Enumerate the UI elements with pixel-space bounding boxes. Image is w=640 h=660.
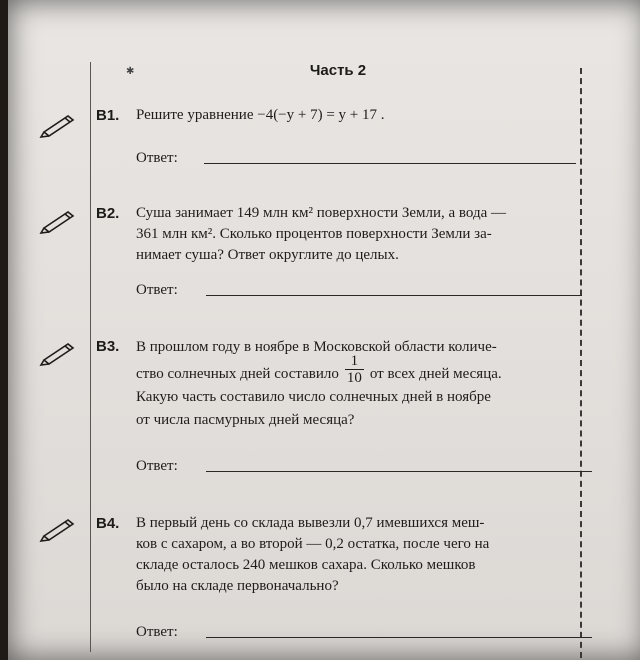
left-margin-line <box>90 62 91 652</box>
stray-mark: ✱ <box>126 66 135 77</box>
fraction <box>345 353 364 386</box>
task-b3-text-before: ство солнечных дней составило <box>136 366 339 382</box>
task-b2-line: нимает суша? Ответ округлите до целых. <box>136 247 399 263</box>
pencil-icon <box>38 512 78 542</box>
task-b3-line: В прошлом году в ноябре в Московской области количе- <box>136 339 497 355</box>
answer-label-b4: Ответ: <box>136 624 178 640</box>
task-b1-text: Решите уравнение −4(−y + 7) = y + 17 . <box>136 107 385 123</box>
answer-field-b3[interactable] <box>206 471 592 472</box>
answer-field-b2[interactable] <box>206 295 582 296</box>
task-b2-text <box>136 203 576 266</box>
task-b3-line: Какую часть составило число солнечных дней в ноябре <box>136 389 491 406</box>
task-number-b1: B1. <box>96 107 120 124</box>
task-b4-text <box>136 513 576 597</box>
task-b4-line: складе осталось 240 мешков сахара. Сколько мешков <box>136 557 476 573</box>
task-b4-line: ков с сахаром, а во второй — 0,2 остатка, после чего на <box>136 536 490 552</box>
answer-label-b3: Ответ: <box>136 458 178 474</box>
task-number-b2: B2. <box>96 205 120 222</box>
task-number-b4: B4. <box>96 515 120 532</box>
task-b4-line: В первый день со склада вывезли 0,7 имевшихся меш- <box>136 515 485 531</box>
answer-label-b1: Ответ: <box>136 150 178 166</box>
task-b2-line: 361 млн км². Сколько процентов поверхности Земли за- <box>136 226 492 242</box>
part-title: Часть 2 <box>309 62 367 79</box>
task-number-b3: B3. <box>96 338 120 355</box>
task-b3-line: от числа пасмурных дней месяца? <box>136 412 355 429</box>
task-b3-line-with-fraction <box>136 353 576 387</box>
dashed-cut-line <box>580 68 582 658</box>
pencil-icon <box>38 336 78 366</box>
worksheet-page <box>8 0 640 660</box>
answer-label-b2: Ответ: <box>136 282 178 298</box>
answer-field-b4[interactable] <box>206 637 592 638</box>
fraction-numerator: 1 <box>345 353 364 370</box>
fraction-denominator: 10 <box>346 370 362 387</box>
task-b2-line: Суша занимает 149 млн км² поверхности Земли, а вода — <box>136 205 507 221</box>
task-b4-line: было на складе первоначально? <box>136 578 339 594</box>
pencil-icon <box>38 204 78 234</box>
pencil-icon <box>38 108 78 138</box>
answer-field-b1[interactable] <box>204 163 576 164</box>
task-b3-text <box>136 336 576 432</box>
task-b3-text-after: от всех дней месяца. <box>369 366 502 382</box>
